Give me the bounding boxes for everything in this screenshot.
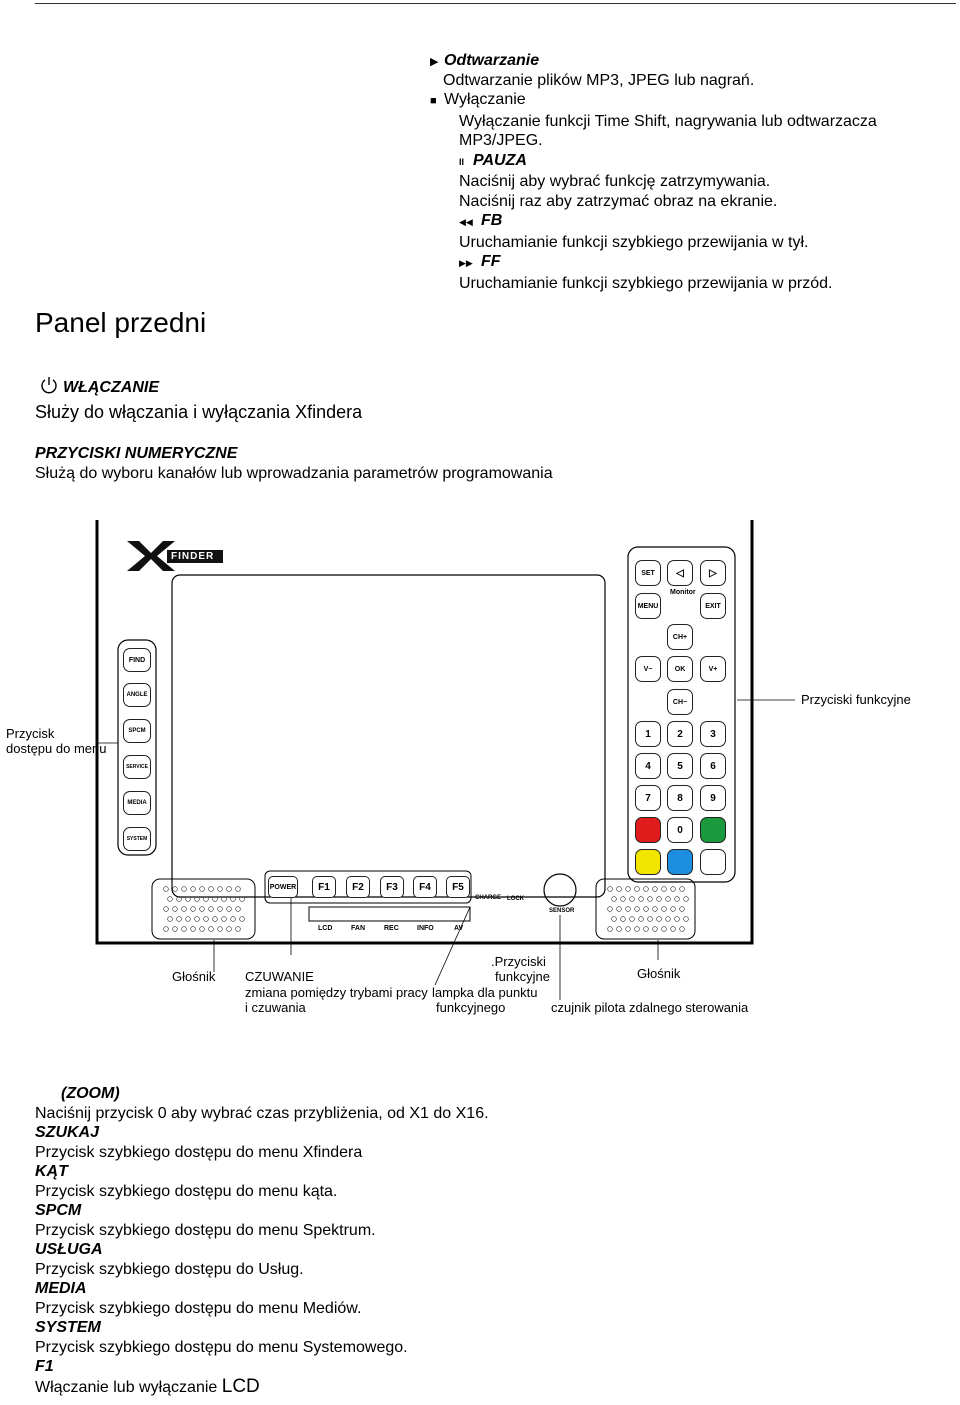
speaker-hole (209, 907, 214, 912)
white-button[interactable] (700, 849, 726, 875)
speaker-hole (173, 927, 178, 932)
fan-label: FAN (351, 925, 365, 932)
speaker-hole (635, 927, 640, 932)
speaker-hole (630, 897, 635, 902)
fb-desc: Uruchamianie funkcji szybkiego przewijania w tył. (459, 233, 809, 251)
system-title: SYSTEM (35, 1319, 101, 1336)
pause-desc-1: Naciśnij aby wybrać funkcję zatrzymywania. (459, 173, 771, 190)
menu-access-callout-2: dostępu do menu (6, 741, 107, 756)
device-diagram (0, 515, 960, 1035)
sensor-label: SENSOR (549, 908, 575, 914)
right-arrow-button[interactable]: ▷ (700, 560, 726, 586)
speaker-hole (213, 917, 218, 922)
vol-plus-button[interactable]: V+ (700, 656, 726, 682)
speaker-hole (227, 907, 232, 912)
xfinder-logo (125, 540, 225, 572)
left-arrow-button[interactable]: ◁ (667, 560, 693, 586)
lamp-callout-1: lampka dla punktu (432, 985, 538, 1000)
lock-label: LOCK (507, 896, 524, 902)
speaker-hole (209, 927, 214, 932)
speaker-hole (236, 887, 241, 892)
speaker-hole (648, 917, 653, 922)
num-7-button[interactable]: 7 (635, 785, 661, 811)
red-button[interactable] (635, 817, 661, 843)
num-2-button[interactable]: 2 (667, 721, 693, 747)
f1-desc: Włączanie lub wyłączanie (35, 1378, 218, 1396)
power-title: WŁĄCZANIE (63, 379, 159, 396)
speaker-hole (626, 927, 631, 932)
speaker-hole (621, 897, 626, 902)
speaker-hole (173, 887, 178, 892)
speaker-hole (684, 917, 689, 922)
spcm-title: SPCM (35, 1202, 82, 1219)
speaker-hole (164, 907, 169, 912)
pause-title: PAUZA (473, 151, 527, 169)
num-9-button[interactable]: 9 (700, 785, 726, 811)
speaker-hole (617, 887, 622, 892)
speaker-hole (612, 897, 617, 902)
speaker-hole (671, 927, 676, 932)
search-desc: Przycisk szybkiego dostępu do menu Xfindera (35, 1143, 363, 1161)
angle-title: KĄT (35, 1163, 68, 1180)
speaker-hole (621, 917, 626, 922)
monitor-label: Monitor (670, 589, 696, 596)
play-icon: ▶ (430, 56, 439, 68)
speaker-hole (608, 887, 613, 892)
power-button[interactable]: POWER (268, 876, 298, 898)
f2-button[interactable]: F2 (346, 876, 370, 898)
speaker-hole (204, 917, 209, 922)
speaker-hole (680, 927, 685, 932)
standby-callout-2: zmiana pomiędzy trybami pracy (245, 985, 428, 1000)
power-section (35, 376, 362, 423)
speaker-hole (671, 907, 676, 912)
speaker-hole (635, 907, 640, 912)
system-button[interactable]: SYSTEM (123, 827, 151, 851)
angle-button[interactable]: ANGLE (123, 683, 151, 707)
ff-desc: Uruchamianie funkcji szybkiego przewijania w przód. (459, 274, 833, 292)
service-desc: Przycisk szybkiego dostępu do Usług. (35, 1260, 304, 1278)
speaker-hole (168, 917, 173, 922)
func-center-callout-1: .Przyciski (491, 954, 546, 969)
yellow-button[interactable] (635, 849, 661, 875)
speaker-hole (639, 917, 644, 922)
top-section (430, 51, 877, 293)
zoom-desc: Naciśnij przycisk 0 aby wybrać czas przybliżenia, od X1 do X16. (35, 1104, 489, 1122)
speaker-hole (662, 907, 667, 912)
speaker-hole (186, 897, 191, 902)
ch-minus-button[interactable]: CH− (667, 689, 693, 715)
speaker-hole (662, 887, 667, 892)
rewind-icon: ◀◀ (459, 217, 473, 227)
speaker-hole (227, 927, 232, 932)
f4-button[interactable]: F4 (413, 876, 437, 898)
standby-callout-3: i czuwania (245, 1000, 306, 1015)
speaker-hole (626, 907, 631, 912)
speaker-hole (168, 897, 173, 902)
numeric-section (35, 444, 553, 483)
blue-button[interactable] (667, 849, 693, 875)
ch-plus-button[interactable]: CH+ (667, 624, 693, 650)
speaker-hole (236, 927, 241, 932)
search-title: SZUKAJ (35, 1124, 100, 1141)
speaker-hole (222, 897, 227, 902)
speaker-hole (680, 907, 685, 912)
speaker-hole (648, 897, 653, 902)
speaker-hole (213, 897, 218, 902)
speaker-hole (218, 907, 223, 912)
speaker-hole (218, 927, 223, 932)
speaker-hole (231, 917, 236, 922)
func-buttons-callout: Przyciski funkcyjne (801, 692, 911, 707)
speaker-hole (240, 897, 245, 902)
speaker-hole (617, 927, 622, 932)
set-button[interactable]: SET (635, 560, 661, 586)
speaker-right-grille (596, 879, 695, 939)
speaker-hole (644, 887, 649, 892)
speaker-hole (195, 897, 200, 902)
pause-icon: II (459, 156, 465, 167)
speaker-hole (653, 927, 658, 932)
power-desc: Służy do włączania i wyłączania Xfindera (35, 402, 363, 422)
speaker-hole (182, 927, 187, 932)
green-button[interactable] (700, 817, 726, 843)
speaker-hole (671, 887, 676, 892)
speaker-hole (653, 887, 658, 892)
info-label: INFO (417, 925, 434, 932)
speaker-hole (209, 887, 214, 892)
speaker-hole (191, 887, 196, 892)
speaker-hole (200, 927, 205, 932)
func-center-callout-2: funkcyjne (495, 969, 550, 984)
service-button[interactable]: SERVICE (123, 755, 151, 779)
speaker-hole (200, 887, 205, 892)
vol-minus-button[interactable]: V− (635, 656, 661, 682)
speaker-hole (653, 907, 658, 912)
lcd-label: LCD (318, 925, 333, 932)
speaker-hole (666, 897, 671, 902)
speaker-hole (617, 907, 622, 912)
play-desc: Odtwarzanie plików MP3, JPEG lub nagrań. (443, 71, 755, 89)
play-title: Odtwarzanie (444, 52, 540, 69)
speaker-hole (173, 907, 178, 912)
charge-label: CHARGE (475, 895, 502, 901)
service-title: USŁUGA (35, 1241, 103, 1258)
num-1-button[interactable]: 1 (635, 721, 661, 747)
exit-button[interactable]: EXIT (700, 593, 726, 619)
speaker-hole (666, 917, 671, 922)
system-desc: Przycisk szybkiego dostępu do menu Systemowego. (35, 1338, 408, 1356)
find-button[interactable]: FIND (123, 648, 151, 672)
speaker-hole (680, 887, 685, 892)
speaker-hole (644, 927, 649, 932)
f1-desc-lcd: LCD (221, 1375, 260, 1397)
speaker-hole (164, 887, 169, 892)
speaker-hole (635, 887, 640, 892)
speaker-right-callout: Głośnik (637, 966, 681, 981)
remote-sensor-callout: czujnik pilota zdalnego sterowania (551, 1000, 749, 1015)
lamp-callout-2: funkcyjnego (436, 1000, 506, 1015)
speaker-hole (630, 917, 635, 922)
speaker-hole (231, 897, 236, 902)
power-icon (40, 376, 58, 394)
ok-button[interactable]: OK (667, 656, 693, 682)
num-6-button[interactable]: 6 (700, 753, 726, 779)
speaker-hole (236, 907, 241, 912)
menu-button[interactable]: MENU (635, 593, 661, 619)
speaker-hole (182, 887, 187, 892)
speaker-left-callout: Głośnik (172, 969, 216, 984)
stop-title: Wyłączanie (444, 91, 526, 108)
num-5-button[interactable]: 5 (667, 753, 693, 779)
speaker-hole (657, 897, 662, 902)
numeric-desc: Służą do wyboru kanałów lub wprowadzania parametrów programowania (35, 464, 553, 482)
zoom-title: (ZOOM) (61, 1085, 120, 1102)
speaker-hole (626, 887, 631, 892)
speaker-hole (612, 917, 617, 922)
speaker-hole (644, 907, 649, 912)
top-rule (35, 3, 956, 4)
pause-desc-2: Naciśnij raz aby zatrzymać obraz na ekranie. (459, 192, 778, 210)
speaker-hole (200, 907, 205, 912)
speaker-hole (684, 897, 689, 902)
media-desc: Przycisk szybkiego dostępu do menu Mediów. (35, 1299, 362, 1317)
stop-icon: ■ (430, 95, 437, 107)
fb-title: FB (481, 212, 503, 229)
numeric-title: PRZYCISKI NUMERYCZNE (35, 445, 238, 462)
fast-forward-icon: ▶▶ (459, 258, 473, 268)
speaker-hole (639, 897, 644, 902)
av-label: AV (454, 925, 464, 932)
speaker-hole (191, 907, 196, 912)
menu-access-callout-1: Przycisk (6, 726, 55, 741)
speaker-hole (608, 927, 613, 932)
stop-desc-2: MP3/JPEG. (459, 132, 543, 149)
page-heading: Panel przedni (35, 307, 207, 338)
rec-label: REC (384, 925, 399, 932)
speaker-hole (675, 897, 680, 902)
media-title: MEDIA (35, 1280, 87, 1297)
spcm-desc: Przycisk szybkiego dostępu do menu Spektrum. (35, 1221, 376, 1239)
f5-button[interactable]: F5 (446, 876, 470, 898)
speaker-hole (164, 927, 169, 932)
media-button[interactable]: MEDIA (123, 791, 151, 815)
speaker-left-grille (152, 879, 255, 939)
num-0-button[interactable]: 0 (667, 817, 693, 843)
speaker-hole (240, 917, 245, 922)
spcm-button[interactable]: SPCM (123, 719, 151, 743)
speaker-hole (608, 907, 613, 912)
f3-button[interactable]: F3 (380, 876, 404, 898)
speaker-hole (191, 927, 196, 932)
angle-desc: Przycisk szybkiego dostępu do menu kąta. (35, 1182, 338, 1200)
speaker-hole (218, 887, 223, 892)
speaker-hole (204, 897, 209, 902)
ff-title: FF (481, 253, 501, 270)
speaker-hole (182, 907, 187, 912)
num-3-button[interactable]: 3 (700, 721, 726, 747)
speaker-hole (222, 917, 227, 922)
speaker-hole (675, 917, 680, 922)
stop-desc-1: Wyłączanie funkcji Time Shift, nagrywania lub odtwarzacza (459, 112, 877, 130)
speaker-hole (177, 917, 182, 922)
standby-callout-1: CZUWANIE (245, 969, 314, 984)
bottom-section (35, 1084, 489, 1398)
logo-text: FINDER (171, 551, 215, 562)
speaker-hole (186, 917, 191, 922)
speaker-hole (227, 887, 232, 892)
speaker-hole (662, 927, 667, 932)
f1-button[interactable]: F1 (312, 876, 336, 898)
speaker-hole (177, 897, 182, 902)
speaker-hole (195, 917, 200, 922)
f1-title: F1 (35, 1358, 54, 1375)
num-8-button[interactable]: 8 (667, 785, 693, 811)
num-4-button[interactable]: 4 (635, 753, 661, 779)
speaker-hole (657, 917, 662, 922)
